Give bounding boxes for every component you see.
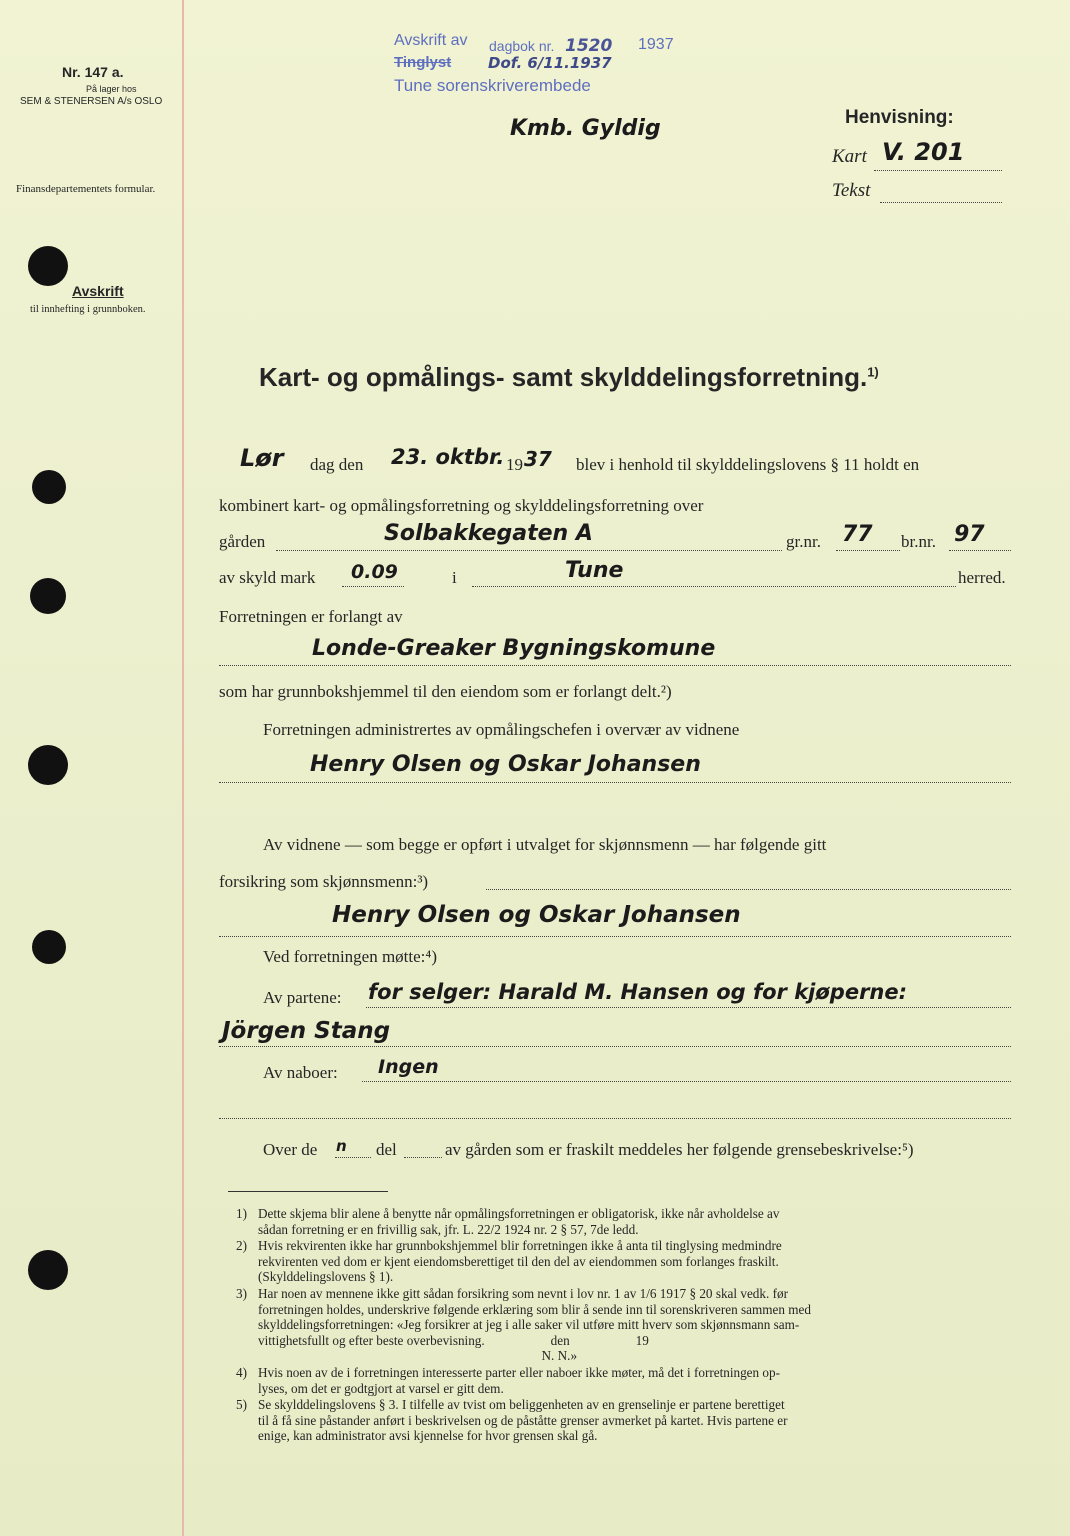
footnote-number: 3) [236,1286,247,1301]
naboer-line [362,1081,1011,1082]
kombinert-line: kombinert kart- og opmålingsforretning og skylddelingsforretning over [219,496,704,515]
footnote-line: Hvis rekvirenten ikke har grunnbokshjemmel blir forretningen ikke å anta til tinglysing medmindre [258,1238,782,1253]
forsikring-label: forsikring som skjønnsmenn:³) [219,872,429,891]
forlangt-label: Forretningen er forlangt av [219,607,403,626]
vidner-line [219,782,1011,783]
forsikring-value: Henry Olsen og Oskar Johansen [332,902,741,928]
del-line [404,1157,442,1158]
footnote-number: 2) [236,1238,247,1253]
forlangt-value: Londe-Greaker Bygningskomune [312,636,716,661]
footnote-line: forretningen holdes, underskrive følgende erklæring som blir å sende inn til sorenskriveren sammen med [258,1301,811,1317]
over-label: Over de [263,1140,318,1159]
year-prefix: 19 [506,455,523,474]
footnote-2 [236,1238,782,1285]
footnote-line: Se skylddelingslovens § 3. I tilfelle av tvist om beliggenheten av en grenselinje er partene berettiget [258,1397,785,1412]
admin-text: Forretningen administrertes av opmålingschefen i overvær av vidnene [263,720,740,739]
av-vidnene-text: Av vidnene — som begge er opført i utvalget for skjønnsmenn — har følgende gitt [263,835,827,854]
footnote-line: Har noen av mennene ikke gitt sådan forsikring som nevnt i lov nr. 1 av 1/6 1917 § 20 skal vedk. før [258,1286,788,1301]
stamp-dagbok: dagbok nr. [489,38,555,54]
footnote-line: rekvirenten ved dom er kjent eiendomsberettiget til den del av eiendommen som forlanges fraskilt. [258,1253,779,1269]
garden-line [276,550,782,551]
herred-label: herred. [958,568,1006,587]
naboer-label: Av naboer: [263,1063,338,1082]
printer-line-1: På lager hos [86,84,137,94]
stamp-avskrift: Avskrift av [394,32,468,49]
tekst-label: Tekst [832,180,871,201]
dagbok-number: 1520 [565,36,613,56]
footnote-line: sådan forretning er en frivillig sak, jfr. L. 22/2 1924 nr. 2 § 57, 7de ledd. [258,1221,639,1237]
forsikring-line-2 [219,936,1011,937]
avskrift-label: Avskrift [72,283,124,299]
henvisning-label: Henvisning: [845,107,954,128]
dag-den-label: dag den [310,455,364,474]
punch-hole [32,930,66,964]
skyld-value: 0.09 [351,561,398,583]
stamp-office: Tune sorenskriverembede [394,76,591,95]
naboer-line-2 [219,1118,1011,1119]
footnote-line: N. N.» [258,1348,578,1364]
garden-value: Solbakkegaten A [384,521,593,546]
partene-value-2: Jörgen Stang [222,1018,391,1044]
punch-hole [28,745,68,785]
brnr-value: 97 [954,522,985,547]
over-rest-text: av gården som er fraskilt meddeles her følgende grensebeskrivelse:⁵) [445,1140,914,1159]
avskrift-sub-label: til innhefting i grunnboken. [30,304,146,315]
i-label: i [452,568,457,587]
footnote-5 [236,1397,788,1444]
footnote-line: Dette skjema blir alene å benytte når opmålingsforretningen er obligatorisk, ikke når avholdelse av [258,1206,780,1221]
naboer-value: Ingen [378,1056,439,1078]
over-line [335,1157,371,1158]
partene-label: Av partene: [263,988,342,1007]
kmb-note: Kmb. Gyldig [510,116,661,141]
footnote-line: Hvis noen av de i forretningen interesserte parter eller naboer ikke møter, må det i forretningen op- [258,1365,781,1380]
footnote-3 [236,1286,811,1364]
mott-label: Ved forretningen møtte:⁴) [263,947,437,966]
footnote-rule [228,1191,388,1192]
punch-hole [30,578,66,614]
partene-line-2 [219,1046,1011,1047]
kart-line [874,170,1002,171]
footnote-number: 1) [236,1206,247,1221]
partene-line [366,1007,1011,1008]
vidner-value: Henry Olsen og Oskar Johansen [310,752,701,777]
punch-hole [28,1250,68,1290]
footnote-1 [236,1206,780,1237]
line1-rest: blev i henhold til skylddelingslovens § 11 holdt en [576,455,920,474]
footnote-line: enige, kan administrator avsi kjennelse for hvor grensen skal gå. [258,1428,598,1444]
title-text: Kart- og opmålings- samt skylddelingsforretning. [259,362,868,392]
stamp-year: 1937 [638,36,674,53]
skyld-line [342,586,404,587]
garden-label: gården [219,532,266,551]
weekday-value: Lør [240,444,284,472]
footnote-line: til å få sine påstander anført i beskrivelsen og de påståtte grenser avmerket på kartet. Hvis partene er [258,1412,788,1428]
title-footnote-ref: 1) [867,364,879,380]
grnr-line [836,550,900,551]
forsikring-line [486,889,1011,890]
footnote-line: vittighetsfullt og efter beste overbevisning. den 19 [258,1332,649,1348]
footnote-line: (Skylddelingslovens § 1). [258,1269,394,1285]
del-label: del [376,1140,397,1159]
grnr-label: gr.nr. [786,532,821,551]
footnote-line: lyses, om det er godtgjort at varsel er gitt dem. [258,1380,504,1396]
forlangt-line [219,665,1011,666]
document-title [259,362,879,393]
printer-line-2: SEM & STENERSEN A/s OSLO [20,96,163,107]
tekst-line [880,202,1002,203]
over-fill: n [336,1137,347,1155]
partene-value-1: for selger: Harald M. Hansen og for kjøperne: [368,980,908,1004]
ministry-form-label: Finansdepartementets formular. [16,183,156,195]
stamp-tinglyst: Tinglyst [394,54,452,71]
footnote-4 [236,1365,781,1396]
date-value: 23. oktbr. [391,445,505,469]
herred-line [472,586,956,587]
form-number: Nr. 147 a. [62,64,124,80]
skyld-label: av skyld mark [219,568,316,587]
margin-line [182,0,184,1536]
herred-value: Tune [565,558,624,583]
footnote-number: 5) [236,1397,247,1412]
stamp-date: Dof. 6/11.1937 [488,54,612,72]
year-value: 37 [524,447,552,471]
brnr-label: br.nr. [901,532,936,551]
punch-hole [32,470,66,504]
grnr-value: 77 [842,522,873,547]
punch-hole [28,246,68,286]
grunnbok-text: som har grunnbokshjemmel til den eiendom som er forlangt delt.²) [219,682,672,701]
kart-value: V. 201 [882,138,965,166]
kart-label: Kart [832,146,867,167]
brnr-line [949,550,1011,551]
footnote-number: 4) [236,1365,247,1380]
footnote-line: skylddelingsforretningen: «Jeg forsikrer at jeg i alle saker vil utføre mitt hverv som skjønnsmann sam- [258,1317,800,1333]
